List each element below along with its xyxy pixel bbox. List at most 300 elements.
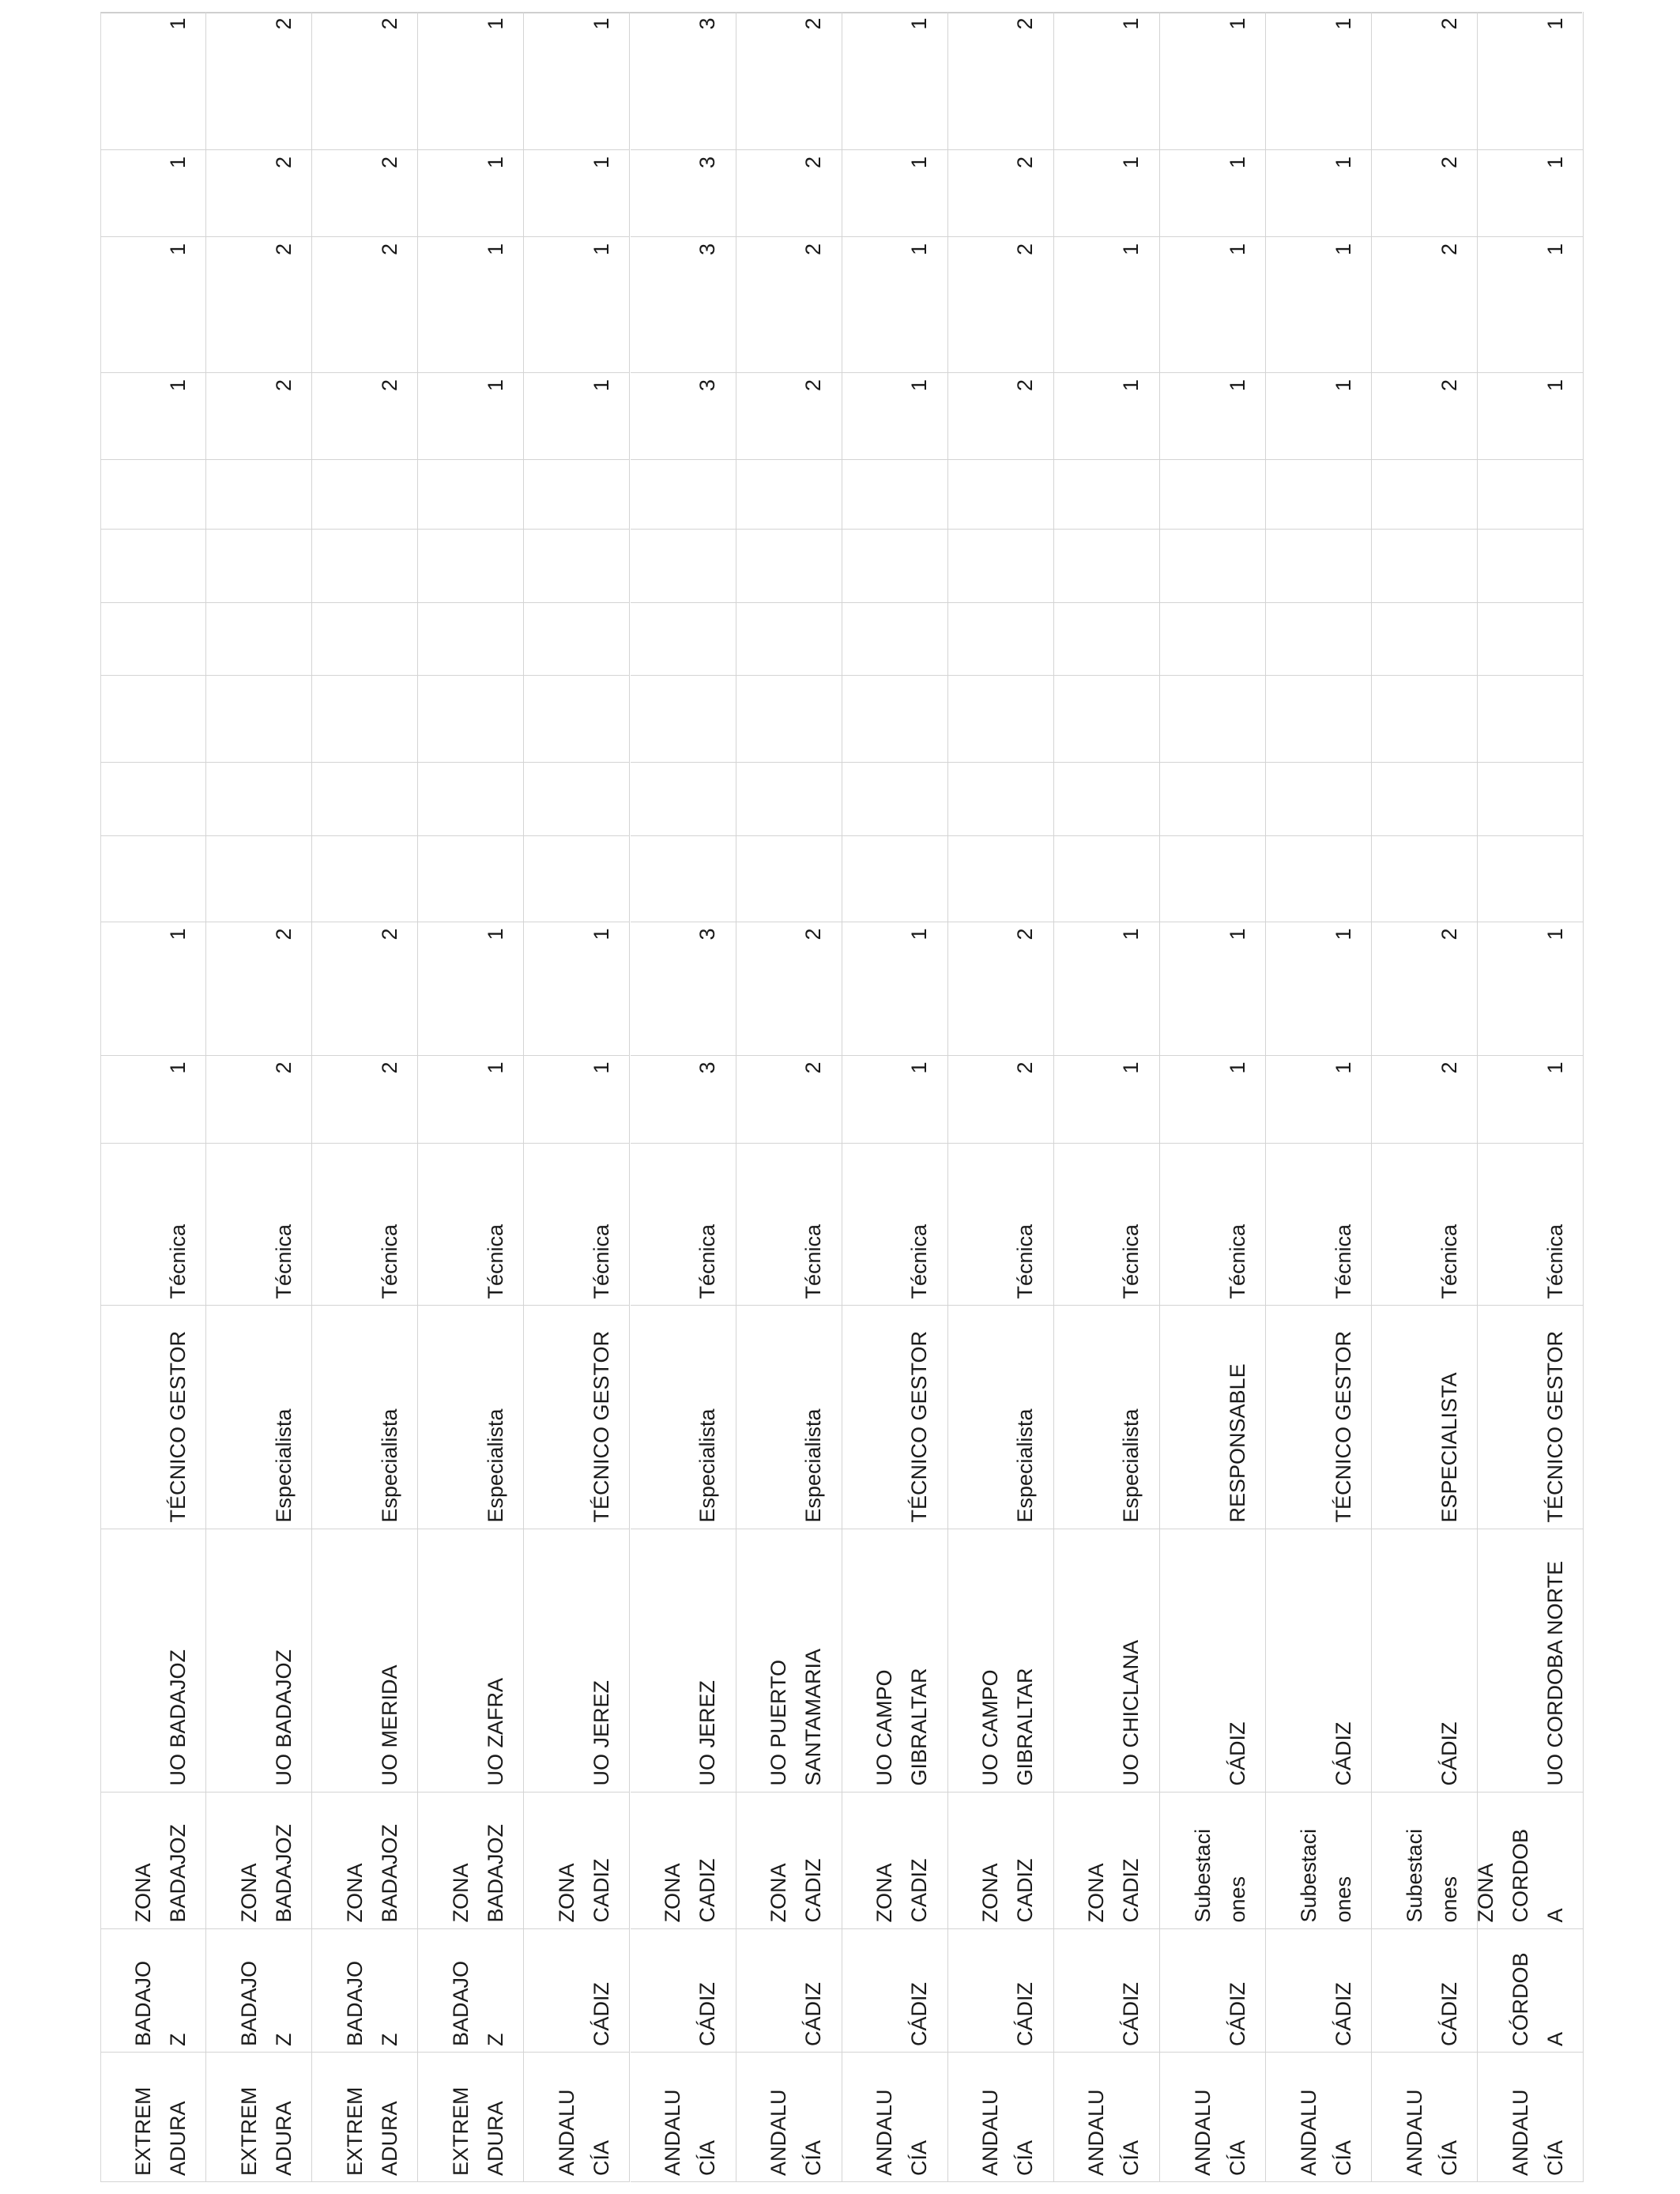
table-cell [736, 530, 842, 603]
cell-text: Técnica [271, 1223, 296, 1299]
table-cell [736, 237, 842, 373]
table-cell [524, 676, 630, 763]
cell-text: 1 [907, 928, 932, 941]
table-cell [1266, 373, 1372, 460]
table-cell [418, 1929, 524, 2053]
table-cell [842, 530, 948, 603]
cell-text [1482, 466, 1579, 523]
cell-text [952, 466, 1049, 523]
cell-text: 1 [1331, 379, 1355, 391]
cell-text [1482, 536, 1579, 597]
table-cell [736, 2053, 842, 2182]
cell-text: Técnica [801, 1223, 826, 1299]
cell-text: 1 [589, 243, 613, 255]
cell-text [1058, 536, 1155, 597]
cell-text: 2 [1013, 243, 1038, 255]
table-cell [524, 2053, 630, 2182]
table-cell [736, 460, 842, 530]
cell-text [846, 609, 943, 669]
cell-text [105, 769, 202, 830]
table-cell [1478, 460, 1584, 530]
cell-text: 1 [1331, 243, 1355, 255]
cell-text [529, 843, 625, 916]
cell-text [423, 536, 519, 597]
table-cell [524, 1144, 630, 1306]
cell-text: UO BADAJOZ [165, 1649, 190, 1786]
table-cell [1266, 530, 1372, 603]
table-cell [418, 237, 524, 373]
table-cell [206, 676, 312, 763]
table-cell [631, 676, 736, 763]
cell-text [1377, 682, 1473, 756]
cell-text: Especialista [483, 1408, 507, 1523]
table-cell [948, 603, 1054, 676]
table-cell [1054, 530, 1160, 603]
table-cell [631, 836, 736, 922]
table-cell [736, 922, 842, 1056]
table-cell [206, 1529, 312, 1793]
cell-text: 2 [1013, 17, 1038, 30]
table-cell [842, 676, 948, 763]
table-cell [631, 237, 736, 373]
cell-text: Especialista [1013, 1408, 1038, 1523]
cell-text: CÁDIZ [695, 1981, 720, 2046]
cell-text [1165, 843, 1261, 916]
table-cell [1054, 603, 1160, 676]
table-cell [1266, 763, 1372, 836]
table-cell [1478, 373, 1584, 460]
cell-text: 1 [1119, 156, 1143, 168]
table-cell [1054, 1056, 1160, 1144]
cell-text: 1 [589, 156, 613, 168]
table-cell [100, 150, 206, 237]
cell-text: 1 [165, 928, 190, 941]
cell-text: Subestaci ones [1190, 1828, 1249, 1923]
cell-text [105, 609, 202, 669]
cell-text [1271, 536, 1367, 597]
table-cell [842, 373, 948, 460]
cell-text [1165, 536, 1261, 597]
cell-text [846, 466, 943, 523]
table-cell [1054, 150, 1160, 237]
table-cell [842, 460, 948, 530]
cell-text: 2 [271, 243, 296, 255]
table-cell [524, 460, 630, 530]
table-cell [948, 150, 1054, 237]
cell-text: ZONA CADIZ [554, 1858, 613, 1923]
cell-text [635, 682, 731, 756]
cell-text: ANDALU CÍA [1508, 2088, 1567, 2176]
table-cell [1054, 1929, 1160, 2053]
table-cell [1054, 460, 1160, 530]
cell-text [529, 536, 625, 597]
table-cell [631, 12, 736, 150]
table-cell [1372, 150, 1478, 237]
cell-text: CÁDIZ [1437, 1721, 1461, 1786]
cell-text: 1 [589, 17, 613, 30]
table-cell [736, 603, 842, 676]
table-cell [1266, 1529, 1372, 1793]
cell-text: BADAJO Z [236, 1960, 296, 2046]
cell-text [1271, 769, 1367, 830]
cell-text: CÁDIZ [1225, 1721, 1249, 1786]
table-cell [100, 530, 206, 603]
table-cell [312, 373, 418, 460]
cell-text: 2 [377, 243, 401, 255]
table-cell [631, 1144, 736, 1306]
table-cell [1266, 1144, 1372, 1306]
table-cell [1160, 603, 1266, 676]
cell-text: 1 [907, 156, 932, 168]
cell-text [952, 609, 1049, 669]
table-cell [948, 836, 1054, 922]
table-cell [1054, 922, 1160, 1056]
cell-text [846, 536, 943, 597]
cell-text: 1 [1331, 928, 1355, 941]
table-cell [631, 1793, 736, 1929]
table-cell [948, 1529, 1054, 1793]
cell-text: 1 [483, 243, 507, 255]
cell-text: Especialista [1119, 1408, 1143, 1523]
table-cell [1372, 530, 1478, 603]
cell-text [1271, 466, 1367, 523]
cell-text: Técnica [483, 1223, 507, 1299]
cell-text [635, 609, 731, 669]
table-cell [312, 922, 418, 1056]
cell-text: RESPONSABLE [1225, 1363, 1249, 1523]
table-cell [948, 1056, 1054, 1144]
cell-text: UO BADAJOZ [271, 1649, 296, 1786]
table-cell [842, 1144, 948, 1306]
table-cell [100, 836, 206, 922]
cell-text: ZONA BADAJOZ [342, 1823, 401, 1923]
table-cell [100, 460, 206, 530]
table-cell [948, 460, 1054, 530]
cell-text: EXTREM ADURA [342, 2086, 401, 2176]
table-cell [1478, 237, 1584, 373]
cell-text [211, 843, 307, 916]
cell-text [1058, 609, 1155, 669]
table-cell [312, 1929, 418, 2053]
cell-text: Técnica [1119, 1223, 1143, 1299]
cell-text: TÉCNICO GESTOR [589, 1330, 613, 1523]
cell-text: ANDALU CÍA [1296, 2088, 1355, 2176]
cell-text [1377, 769, 1473, 830]
cell-text: 2 [801, 243, 826, 255]
table-cell [100, 237, 206, 373]
table-cell [631, 603, 736, 676]
cell-text: ANDALU CÍA [554, 2088, 613, 2176]
cell-text [423, 466, 519, 523]
table-cell [1478, 1529, 1584, 1793]
table-cell [1054, 1306, 1160, 1529]
cell-text: 2 [801, 156, 826, 168]
cell-text: 1 [907, 1061, 932, 1074]
table-cell [524, 1793, 630, 1929]
cell-text: 2 [1437, 928, 1461, 941]
table-cell [312, 12, 418, 150]
cell-text: ZONA CADIZ [661, 1858, 720, 1923]
table-cell [1160, 1793, 1266, 1929]
cell-text: Subestaci ones [1402, 1828, 1461, 1923]
table-cell [631, 763, 736, 836]
cell-text: CÁDIZ [589, 1981, 613, 2046]
table-cell [631, 373, 736, 460]
table-cell [1160, 2053, 1266, 2182]
cell-text: EXTREM ADURA [448, 2086, 507, 2176]
table-cell [842, 763, 948, 836]
cell-text [1058, 682, 1155, 756]
table-cell [1054, 836, 1160, 922]
table-cell [312, 1056, 418, 1144]
cell-text: BADAJO Z [342, 1960, 401, 2046]
cell-text [423, 609, 519, 669]
table-cell [736, 1529, 842, 1793]
cell-text: 2 [1013, 928, 1038, 941]
table-cell [1266, 237, 1372, 373]
cell-text: UO CAMPO GIBRALTAR [978, 1668, 1038, 1786]
cell-text [952, 682, 1049, 756]
cell-text: 1 [483, 1061, 507, 1074]
table-cell [736, 836, 842, 922]
cell-text: 1 [1225, 17, 1249, 30]
cell-text: ANDALU CÍA [1190, 2088, 1249, 2176]
table-cell [631, 530, 736, 603]
cell-text: ZONA CADIZ [978, 1858, 1038, 1923]
cell-text: 2 [801, 928, 826, 941]
cell-text [1165, 609, 1261, 669]
table-cell [1372, 676, 1478, 763]
cell-text [529, 769, 625, 830]
cell-text [1377, 536, 1473, 597]
table-cell [100, 1529, 206, 1793]
table-cell [1478, 530, 1584, 603]
cell-text: 2 [1437, 17, 1461, 30]
table-cell [206, 12, 312, 150]
cell-text [1271, 682, 1367, 756]
cell-text [211, 682, 307, 756]
table-cell [736, 1056, 842, 1144]
cell-text: 2 [1013, 1061, 1038, 1074]
table-cell [1372, 836, 1478, 922]
cell-text: 2 [377, 928, 401, 941]
table-cell [524, 12, 630, 150]
cell-text [1377, 843, 1473, 916]
cell-text: 1 [165, 379, 190, 391]
cell-text: ZONA CADIZ [872, 1858, 932, 1923]
table-cell [736, 763, 842, 836]
cell-text: ZONA CORDOB A [1473, 1828, 1567, 1923]
cell-text: Técnica [907, 1223, 932, 1299]
cell-text: ZONA BADAJOZ [448, 1823, 507, 1923]
table-cell [948, 763, 1054, 836]
cell-text: TÉCNICO GESTOR [907, 1330, 932, 1523]
table-cell [1266, 836, 1372, 922]
cell-text: 2 [271, 156, 296, 168]
table-cell [948, 1144, 1054, 1306]
table-cell [736, 676, 842, 763]
cell-text [317, 769, 413, 830]
table-cell [100, 676, 206, 763]
table-cell [1160, 1144, 1266, 1306]
cell-text: 1 [1543, 17, 1567, 30]
cell-text: UO CAMPO GIBRALTAR [872, 1668, 932, 1786]
table-cell [418, 1056, 524, 1144]
cell-text [1058, 769, 1155, 830]
cell-text [1165, 769, 1261, 830]
table-cell [736, 1306, 842, 1529]
table-cell [206, 1144, 312, 1306]
table-cell [1160, 150, 1266, 237]
table-cell [1266, 1306, 1372, 1529]
table-cell [418, 1144, 524, 1306]
table-cell [1160, 460, 1266, 530]
table-cell [1266, 676, 1372, 763]
table-cell [842, 1529, 948, 1793]
cell-text: ESPECIALISTA [1437, 1372, 1461, 1523]
table-cell [1372, 460, 1478, 530]
cell-text: 3 [695, 1061, 720, 1074]
cell-text: 2 [377, 17, 401, 30]
cell-text [952, 843, 1049, 916]
cell-text: 1 [1119, 243, 1143, 255]
cell-text: 1 [1225, 1061, 1249, 1074]
table-cell [206, 1306, 312, 1529]
cell-text [211, 609, 307, 669]
table-cell [1478, 1144, 1584, 1306]
table-cell [1478, 12, 1584, 150]
table-cell [1478, 676, 1584, 763]
cell-text: BADAJO Z [448, 1960, 507, 2046]
table-cell [1054, 2053, 1160, 2182]
table-cell [1478, 2053, 1584, 2182]
table-cell [1372, 373, 1478, 460]
table-cell [631, 1929, 736, 2053]
cell-text: 1 [1225, 928, 1249, 941]
cell-text: Técnica [695, 1223, 720, 1299]
cell-text: 1 [589, 1061, 613, 1074]
table-cell [842, 922, 948, 1056]
cell-text: 1 [483, 156, 507, 168]
table-cell [948, 373, 1054, 460]
cell-text [846, 769, 943, 830]
table-cell [842, 2053, 948, 2182]
cell-text [740, 536, 837, 597]
cell-text: Especialista [377, 1408, 401, 1523]
cell-text [740, 769, 837, 830]
table-cell [206, 836, 312, 922]
cell-text: CÁDIZ [1013, 1981, 1038, 2046]
cell-text [317, 536, 413, 597]
table-cell [1478, 763, 1584, 836]
cell-text [423, 769, 519, 830]
cell-text [952, 769, 1049, 830]
cell-text [1058, 843, 1155, 916]
table-cell [524, 922, 630, 1056]
table-cell [948, 676, 1054, 763]
table-cell [631, 2053, 736, 2182]
cell-text [846, 843, 943, 916]
table-cell [736, 1929, 842, 2053]
table-cell [1372, 922, 1478, 1056]
cell-text: Especialista [801, 1408, 826, 1523]
cell-text: 3 [695, 928, 720, 941]
cell-text: 2 [271, 17, 296, 30]
cell-text: 1 [1331, 1061, 1355, 1074]
table-cell [206, 1793, 312, 1929]
cell-text: 1 [1543, 243, 1567, 255]
cell-text: 1 [1119, 928, 1143, 941]
table-cell [100, 2053, 206, 2182]
table-cell [1054, 1144, 1160, 1306]
cell-text: CÁDIZ [1225, 1981, 1249, 2046]
table-cell [418, 836, 524, 922]
cell-text [105, 682, 202, 756]
cell-text [635, 536, 731, 597]
cell-text [740, 609, 837, 669]
table-cell [948, 1929, 1054, 2053]
cell-text [1165, 682, 1261, 756]
table-cell [1160, 1529, 1266, 1793]
table-cell [736, 150, 842, 237]
table-cell [524, 763, 630, 836]
cell-text [740, 843, 837, 916]
cell-text: 1 [1225, 379, 1249, 391]
table-cell [206, 763, 312, 836]
table-cell [631, 150, 736, 237]
cell-text [423, 843, 519, 916]
cell-text: CÁDIZ [1437, 1981, 1461, 2046]
cell-text: UO PUERTO SANTAMARIA [767, 1648, 826, 1786]
table-cell [418, 676, 524, 763]
table-cell [206, 603, 312, 676]
table-cell [418, 922, 524, 1056]
cell-text [740, 466, 837, 523]
cell-text [211, 536, 307, 597]
cell-text: 1 [483, 928, 507, 941]
cell-text: CÁDIZ [801, 1981, 826, 2046]
table-cell [1266, 922, 1372, 1056]
table-cell [631, 922, 736, 1056]
table-cell [1372, 2053, 1478, 2182]
cell-text: ANDALU CÍA [1084, 2088, 1143, 2176]
cell-text [1482, 769, 1579, 830]
cell-text: 2 [271, 928, 296, 941]
table-cell [736, 373, 842, 460]
table-cell [1372, 1929, 1478, 2053]
table-cell [524, 150, 630, 237]
table-cell [1372, 12, 1478, 150]
cell-text: CÁDIZ [907, 1981, 932, 2046]
table-cell [1372, 237, 1478, 373]
table-cell [312, 1529, 418, 1793]
cell-text: 1 [1543, 1061, 1567, 1074]
table-cell [100, 1144, 206, 1306]
table-cell [206, 460, 312, 530]
cell-text [317, 682, 413, 756]
cell-text: Técnica [1013, 1223, 1038, 1299]
table-cell [524, 237, 630, 373]
table-cell [206, 922, 312, 1056]
cell-text: 1 [1225, 243, 1249, 255]
cell-text: Técnica [1437, 1223, 1461, 1299]
table-cell [842, 1793, 948, 1929]
cell-text: Técnica [1331, 1223, 1355, 1299]
cell-text: 1 [1331, 156, 1355, 168]
table-cell [524, 1929, 630, 2053]
cell-text: 1 [907, 243, 932, 255]
table-cell [312, 676, 418, 763]
